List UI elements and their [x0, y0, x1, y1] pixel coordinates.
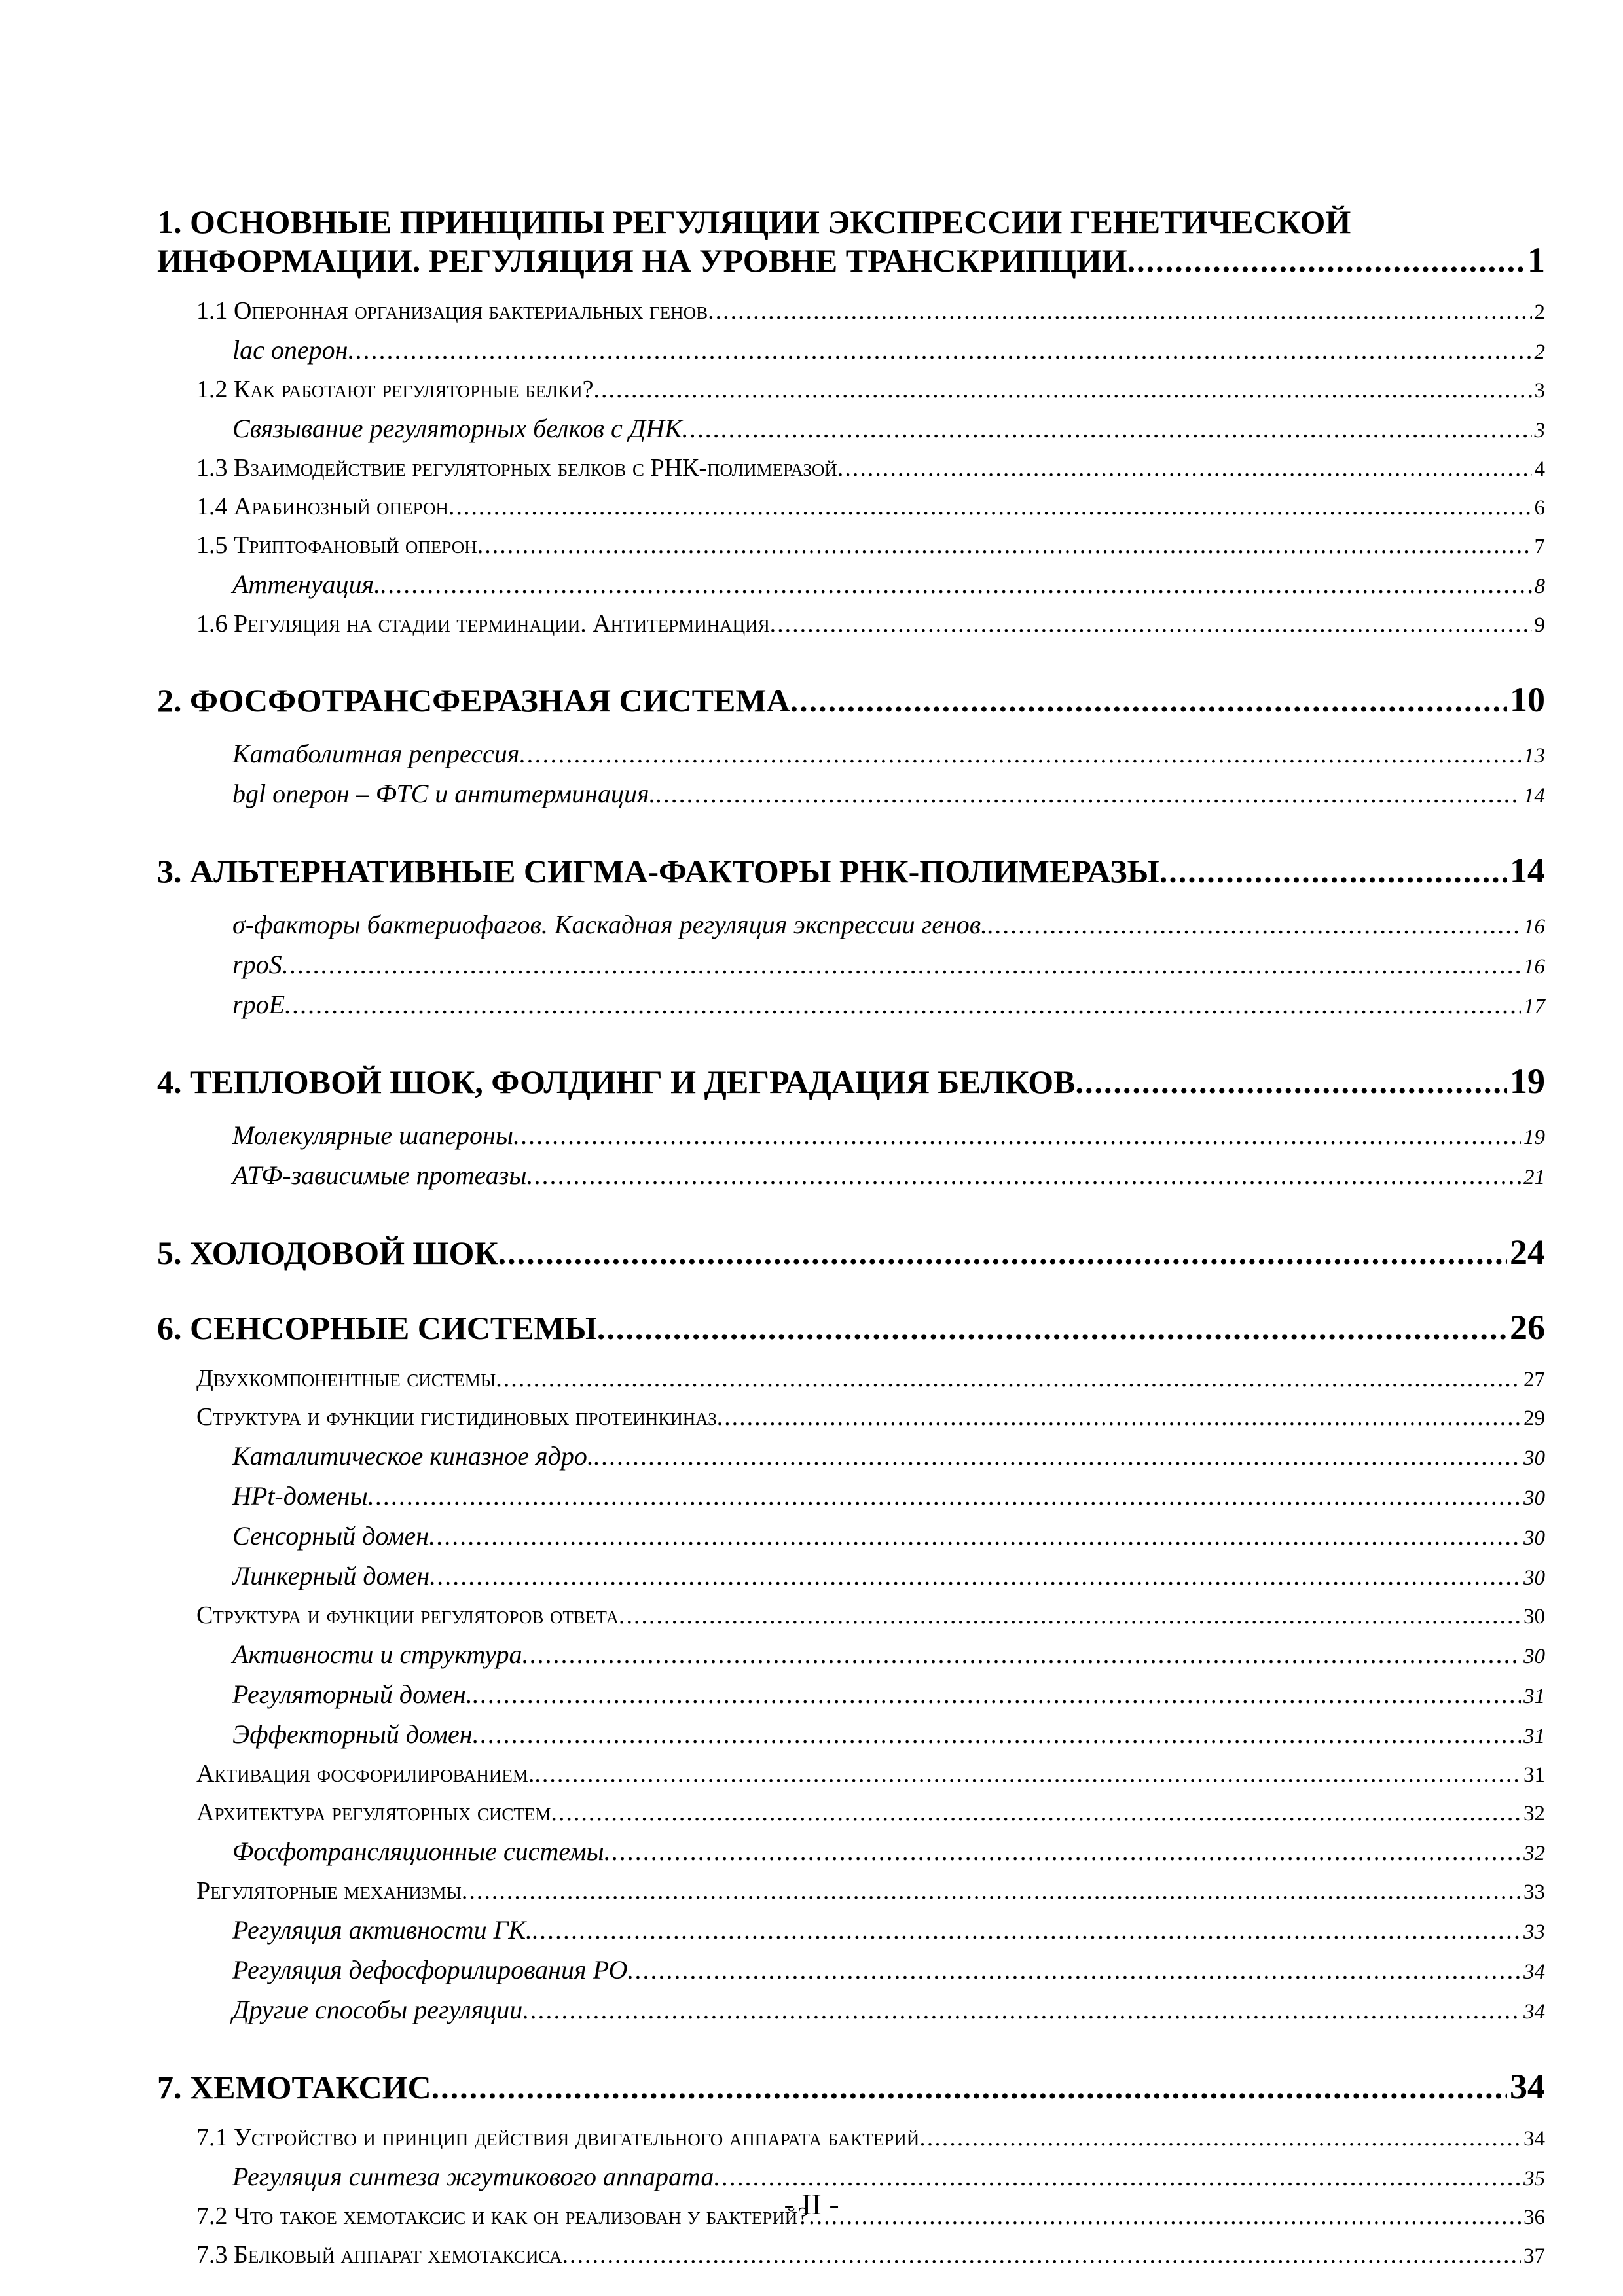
- toc-page-number: 19: [1510, 1062, 1545, 1101]
- toc-page-number: 3: [1534, 419, 1545, 442]
- leader-dots: [682, 410, 1532, 447]
- leader-dots: [837, 450, 1532, 487]
- toc-subsection-title: rpoE: [232, 990, 285, 1019]
- toc-chapter-items: [157, 735, 1545, 815]
- toc-subsection-title: Катаболитная репрессия: [232, 739, 520, 768]
- toc-chapter-title: 5. ХОЛОДОВОЙ ШОК: [157, 1234, 498, 1271]
- toc-chapter-6: [157, 1308, 1545, 2031]
- toc-section-entry[interactable]: [196, 605, 1545, 644]
- toc-subsection-title: Молекулярные шапероны: [232, 1121, 513, 1150]
- toc-page-number: 9: [1534, 613, 1545, 637]
- toc-chapter-4: [157, 1062, 1545, 1196]
- toc-subsection-title: Каталитическое киназное ядро.: [232, 1441, 594, 1471]
- toc-subsection-title: Активности и структура: [232, 1640, 522, 1669]
- toc-page-number: 7: [1534, 535, 1545, 558]
- toc-page-number: 14: [1523, 784, 1545, 808]
- toc-subsection-entry[interactable]: [232, 1911, 1545, 1951]
- toc-section-title: Структура и функции гистидиновых протеинкиназ: [196, 1403, 717, 1431]
- toc-subsection-title: HPt-домены: [232, 1481, 368, 1511]
- toc-page-number: 30: [1523, 1645, 1545, 1668]
- toc-subsection-entry[interactable]: [232, 1157, 1545, 1196]
- toc-page-number: 21: [1523, 1166, 1545, 1189]
- toc-subsection-entry[interactable]: [232, 1517, 1545, 1557]
- toc-section-entry[interactable]: [196, 371, 1545, 410]
- toc-page-number: 33: [1523, 1880, 1545, 1904]
- toc-subsection-entry[interactable]: [232, 775, 1545, 815]
- toc-page-number: 17: [1523, 995, 1545, 1018]
- toc-subsection-title: Регуляторный домен.: [232, 1679, 473, 1709]
- toc-page-number: 36: [1523, 2206, 1545, 2229]
- toc-chapter-entry[interactable]: [157, 1062, 1545, 1101]
- toc-subsection-entry[interactable]: [232, 1557, 1545, 1597]
- toc-subsection-title: Фосфотрансляционные системы: [232, 1837, 604, 1866]
- leader-dots: [462, 1873, 1521, 1910]
- toc-page-number: 24: [1510, 1232, 1545, 1272]
- toc-chapter-title: 2. ФОСФОТРАНСФЕРАЗНАЯ СИСТЕМА: [157, 682, 790, 719]
- toc-page-number: 2: [1534, 300, 1545, 324]
- leader-dots: [522, 1991, 1521, 2028]
- toc-subsection-title: lac оперон: [232, 335, 348, 365]
- leader-dots: [593, 371, 1531, 408]
- toc-page-number: 27: [1523, 1368, 1545, 1391]
- toc-chapter-entry[interactable]: [157, 852, 1545, 890]
- leader-dots: [1127, 242, 1525, 279]
- leader-dots: [348, 331, 1531, 368]
- toc-section-entry[interactable]: [196, 488, 1545, 527]
- toc-subsection-title: Аттенуация.: [232, 569, 381, 599]
- toc-page-number: 6: [1534, 496, 1545, 520]
- toc-page-number: 30: [1523, 1486, 1545, 1510]
- toc-page-number: 14: [1510, 851, 1545, 890]
- toc-subsection-title: Эффекторный домен: [232, 1719, 473, 1749]
- toc-subsection-title: rpoS: [232, 950, 282, 979]
- toc-subsection-entry[interactable]: [232, 986, 1545, 1026]
- toc-subsection-title: Линкерный домен: [232, 1561, 430, 1590]
- leader-dots: [534, 1755, 1521, 1793]
- leader-dots: [368, 1477, 1521, 1515]
- toc-chapter-items: [157, 906, 1545, 1026]
- toc-subsection-entry[interactable]: [232, 906, 1545, 946]
- toc-page-number: 34: [1523, 2000, 1545, 2024]
- toc-page-number: 32: [1523, 1842, 1545, 1865]
- toc-section-entry[interactable]: [196, 450, 1545, 488]
- leader-dots: [1076, 1063, 1508, 1101]
- toc-section-title: Архитектура регуляторных систем: [196, 1799, 551, 1826]
- toc-chapter-entry[interactable]: [157, 241, 1545, 279]
- toc-subsection-entry[interactable]: [232, 946, 1545, 986]
- leader-dots: [285, 986, 1521, 1023]
- toc-section-entry[interactable]: [196, 1360, 1545, 1399]
- toc-section-title: 7.1 Устройство и принцип действия двигательного аппарата бактерий: [196, 2124, 920, 2151]
- toc-subsection-title: Связывание регуляторных белков с ДНК: [232, 414, 682, 443]
- leader-dots: [522, 1636, 1521, 1673]
- toc-page-number: 34: [1523, 2127, 1545, 2151]
- toc-section-title: Двухкомпонентные системы: [196, 1365, 496, 1392]
- toc-page-number: 30: [1523, 1605, 1545, 1628]
- toc-subsection-entry[interactable]: [232, 565, 1545, 605]
- toc-section-title: 7.3 Белковый аппарат хемотаксиса: [196, 2241, 562, 2269]
- toc-page-number: 29: [1523, 1407, 1545, 1430]
- toc-section-title: 1.3 Взаимодействие регуляторных белков с РНК-полимеразой: [196, 454, 837, 482]
- leader-dots: [431, 2068, 1507, 2106]
- leader-dots: [519, 735, 1521, 772]
- toc-page-number: 30: [1523, 1526, 1545, 1550]
- toc-page-number: 19: [1523, 1126, 1545, 1149]
- toc-chapter-3: [157, 852, 1545, 1026]
- toc-page-number: 32: [1523, 1802, 1545, 1825]
- toc-page-number: 2: [1534, 340, 1545, 364]
- toc-section-title: 1.6 Регуляция на стадии терминации. Антитерминация: [196, 610, 770, 637]
- toc-section-entry[interactable]: [196, 1873, 1545, 1911]
- toc-section-entry[interactable]: [196, 1794, 1545, 1833]
- leader-dots: [473, 1715, 1521, 1753]
- toc-section-title: 1.4 Арабинозный оперон: [196, 493, 448, 520]
- toc-subsection-entry[interactable]: [232, 1477, 1545, 1517]
- toc-section-entry[interactable]: [196, 1399, 1545, 1437]
- toc-page-number: 31: [1523, 1685, 1545, 1708]
- toc-section-title: 7.2 Что такое хемотаксис и как он реализован у бактерий?: [196, 2202, 809, 2230]
- toc-page-number: 34: [1510, 2067, 1545, 2106]
- toc-chapter-title: 6. СЕНСОРНЫЕ СИСТЕМЫ: [157, 1310, 597, 1346]
- toc-chapter-title: 3. АЛЬТЕРНАТИВНЫЕ СИГМА-ФАКТОРЫ РНК-ПОЛИМЕРАЗЫ: [157, 853, 1159, 889]
- toc-chapter-items: [157, 1360, 1545, 2031]
- toc-section-entry[interactable]: [196, 527, 1545, 565]
- leader-dots: [448, 488, 1532, 526]
- toc-page-number: 31: [1523, 1763, 1545, 1787]
- toc-subsection-title: Другие способы регуляции: [232, 1995, 523, 2024]
- toc-subsection-entry[interactable]: [232, 1636, 1545, 1676]
- toc-page-number: 34: [1523, 1960, 1545, 1984]
- toc-page-number: 10: [1510, 680, 1545, 719]
- table-of-contents: [157, 203, 1545, 2275]
- toc-chapter-entry[interactable]: [157, 681, 1545, 719]
- leader-dots: [770, 605, 1532, 643]
- toc-section-entry[interactable]: [196, 2236, 1545, 2275]
- leader-dots: [1159, 852, 1507, 890]
- leader-dots: [627, 1951, 1521, 1988]
- toc-chapter-items: [157, 293, 1545, 644]
- toc-section-entry[interactable]: [196, 1755, 1545, 1794]
- toc-chapter-items: [157, 1117, 1545, 1196]
- toc-page-number: 13: [1523, 744, 1545, 768]
- leader-dots: [604, 1833, 1521, 1870]
- toc-subsection-title: АТФ-зависимые протеазы: [232, 1160, 527, 1190]
- leader-dots: [987, 906, 1521, 943]
- toc-page-number: 33: [1523, 1920, 1545, 1944]
- toc-subsection-entry[interactable]: [232, 1833, 1545, 1873]
- toc-page-number: 35: [1523, 2167, 1545, 2191]
- leader-dots: [477, 527, 1532, 564]
- page-number-footer: - II -: [784, 2187, 839, 2221]
- toc-chapter-7: [157, 2068, 1545, 2275]
- toc-subsection-title: Регуляция синтеза жгутикового аппарата: [232, 2162, 714, 2191]
- leader-dots: [526, 1157, 1521, 1194]
- toc-section-entry[interactable]: [196, 293, 1545, 331]
- toc-page-number: 3: [1534, 379, 1545, 403]
- toc-page-number: 4: [1534, 457, 1545, 481]
- toc-section-entry[interactable]: [196, 1597, 1545, 1636]
- toc-subsection-entry[interactable]: [232, 1991, 1545, 2031]
- toc-chapter-entry[interactable]: [157, 1308, 1545, 1347]
- toc-subsection-title: Сенсорный домен: [232, 1521, 429, 1551]
- toc-subsection-entry[interactable]: [232, 1951, 1545, 1991]
- leader-dots: [429, 1517, 1521, 1554]
- toc-subsection-entry[interactable]: [232, 1117, 1545, 1157]
- leader-dots: [562, 2236, 1521, 2274]
- leader-dots: [532, 1911, 1521, 1948]
- toc-subsection-entry[interactable]: [232, 735, 1545, 775]
- toc-subsection-title: σ-факторы бактериофагов. Каскадная регуляция экспрессии генов.: [232, 910, 988, 939]
- toc-subsection-entry[interactable]: [232, 331, 1545, 371]
- toc-page-number: 16: [1523, 915, 1545, 939]
- toc-page-number: 30: [1523, 1566, 1545, 1590]
- toc-subsection-title: Регуляция активности ГК.: [232, 1915, 532, 1945]
- toc-page-number: 26: [1510, 1308, 1545, 1347]
- leader-dots: [551, 1794, 1521, 1831]
- toc-section-title: Активация фосфорилированием.: [196, 1760, 535, 1787]
- toc-page-number: 8: [1534, 575, 1545, 598]
- toc-subsection-entry[interactable]: [232, 1676, 1545, 1715]
- toc-section-title: 1.1 Оперонная организация бактериальных генов: [196, 297, 708, 325]
- leader-dots: [597, 1309, 1507, 1347]
- toc-subsection-title: Регуляция дефосфорилирования РО: [232, 1955, 628, 1984]
- leader-dots: [380, 565, 1531, 603]
- toc-page-number: 30: [1523, 1446, 1545, 1470]
- leader-dots: [282, 946, 1521, 983]
- toc-page-number: 31: [1523, 1725, 1545, 1748]
- toc-chapter-title: 7. ХЕМОТАКСИС: [157, 2069, 431, 2106]
- toc-chapter-1: [157, 203, 1545, 644]
- leader-dots: [513, 1117, 1521, 1154]
- toc-page-number: 16: [1523, 955, 1545, 978]
- leader-dots: [473, 1676, 1521, 1713]
- toc-section-title: 1.5 Триптофановый оперон: [196, 531, 477, 559]
- toc-chapter-title: 4. ТЕПЛОВОЙ ШОК, ФОЛДИНГ И ДЕГРАДАЦИЯ БЕЛКОВ: [157, 1064, 1076, 1100]
- toc-subsection-entry[interactable]: [232, 1437, 1545, 1477]
- toc-page-number: 1: [1527, 240, 1545, 279]
- toc-chapter-2: [157, 681, 1545, 815]
- toc-chapter-entry[interactable]: [157, 2068, 1545, 2106]
- toc-chapter-5: [157, 1233, 1545, 1272]
- toc-subsection-entry[interactable]: [232, 410, 1545, 450]
- toc-section-title: Регуляторные механизмы: [196, 1877, 462, 1905]
- toc-section-entry[interactable]: [196, 2119, 1545, 2158]
- leader-dots: [619, 1597, 1521, 1634]
- leader-dots: [656, 775, 1521, 812]
- leader-dots: [498, 1234, 1507, 1272]
- toc-chapter-title-line1: 1. ОСНОВНЫЕ ПРИНЦИПЫ РЕГУЛЯЦИИ ЭКСПРЕССИИ ГЕНЕТИЧЕСКОЙ: [157, 204, 1351, 240]
- leader-dots: [429, 1557, 1521, 1594]
- leader-dots: [496, 1360, 1521, 1397]
- toc-chapter-title-line2: ИНФОРМАЦИИ. РЕГУЛЯЦИЯ НА УРОВНЕ ТРАНСКРИПЦИИ: [157, 242, 1127, 279]
- leader-dots: [708, 293, 1531, 330]
- toc-subsection-title: bgl оперон – ФТС и антитерминация.: [232, 779, 656, 808]
- toc-section-title: Структура и функции регуляторов ответа: [196, 1602, 619, 1629]
- toc-chapter-entry[interactable]: [157, 1233, 1545, 1272]
- leader-dots: [594, 1437, 1521, 1475]
- toc-page-number: 37: [1523, 2244, 1545, 2268]
- toc-subsection-entry[interactable]: [232, 1715, 1545, 1755]
- leader-dots: [790, 681, 1507, 719]
- leader-dots: [717, 1399, 1521, 1436]
- leader-dots: [919, 2119, 1521, 2157]
- toc-section-title: 1.2 Как работают регуляторные белки?: [196, 376, 594, 403]
